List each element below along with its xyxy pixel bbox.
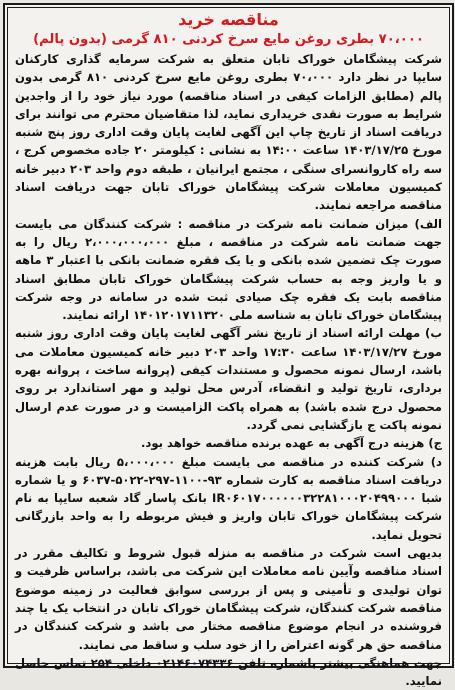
clause-dal: د) شرکت کننده در مناقصه می بایست مبلغ ۵،۰۰۰،۰۰۰ ریال بابت هزینه دریافت اسناد مناقصه به کارت شماره ۹۳-۱۱۰۰-۲۹۷-۵۰۲۲-۶۰۳۷ و یا شماره شبا IR۰۶۰۱۷۰۰۰۰۰۰۳۲۲۸۱۰۰۰۲۰۴۹۹۰۰۰ بانک پاسار گاد شعبه سایپا به نام شرکت پیشگامان خوراک تابان واریز و فیش مربوطه را به واحد بازرگانی تحویل نماید. (15, 454, 442, 542)
notice-title: مناقصه خرید (178, 10, 279, 29)
notice-body (7, 7, 450, 689)
clause-jim: ج) هزینه درج آگهی به عهده برنده مناقصه خواهد بود. (140, 436, 442, 451)
notice-frame (3, 3, 454, 689)
intro-paragraph: شرکت پیشگامان خوراک تابان متعلق به شرکت سرمایه گذاری کارکنان سایپا در نظر دارد ۷۰،۰۰۰ بطری روغن مایع سرخ کردنی ۸۱۰ گرمی بدون پالم (مطابق الزامات کیفی در اسناد مناقصه) مورد نیاز خود را از واجدین شرایط به صورت نقدی خریداری نماید، لذا متقاضیان محترم می توانند برای دریافت اسناد از تاریخ چاپ این آگهی لغایت پایان وقت اداری روز پنج شنبه مورخ ۱۴۰۳/۱۷/۲۵ ساعت ۱۴:۰۰ به نشانی : کیلومتر ۲۰ جاده مخصوص کرج ، سه راه کاروانسرای سنگی ، مجتمع ایرانیان ، طبقه دوم واحد ۲۰۳ دبیر خانه کمیسیون معاملات شرکت پیشگامان خوراک تابان جهت دریافت اسناد مناقصه مراجعه نمایند. (15, 52, 443, 213)
contact-paragraph: جهت هماهنگی بیشتر باشماره تلفن ۰۲۱۴۶۰۷۴۳۳۶ داخلی ۲۵۴ تماس حاصل نمایید. (15, 655, 442, 689)
terms-paragraph: بدیهی است شرکت در مناقصه به منزله قبول شروط و تکالیف مقرر در اسناد مناقصه وآیین نامه معاملات این شرکت می باشد، براساس ظرفیت و توان تولیدی و تأمینی و پس از بررسی سوابق فعالیت در زمینه موضوع مناقصه شرکت کنندگان، شرکت پیشگامان خوراک تابان در انتخاب یک یا چند فروشنده در انجام موضوع مناقصه مختار می باشد و شرکت کنندگان در مناقصه حق هر گونه اعتراض را از خود سلب و ساقط می نمایند. (15, 546, 442, 652)
clause-be: ب) مهلت ارائه اسناد از تاریخ نشر آگهی لغایت پایان وقت اداری روز شنبه مورخ ۱۴۰۳/۱۷/۲۷ ساعت ۱۷:۳۰ واحد ۲۰۳ دبیر خانه کمیسیون معاملات می باشد، ارسال نمونه محصول و مستندات کیفی (پروانه ساخت ، پروانه بهره برداری، تاریخ تولید و انقضاء، آدرس محل تولید و مهر استاندارد بر روی محصول درج شده باشد) به همراه پاکت الزامیست و در صورت عدم ارسال نمونه پاکت ج بازگشایی نمی گردد. (15, 326, 442, 432)
clause-alef: الف) میزان ضمانت نامه شرکت در مناقصه : شرکت کنندگان می بایست جهت ضمانت نامه شرکت در مناقصه ، مبلغ ۲،۰۰۰،۰۰۰،۰۰۰ ریال را به صورت چک تضمین شده بانکی و یا یک فقره ضمانت بانکی با اعتبار ۳ ماهه و یا واریز وجه به حساب شرکت پیشگامان خوراک تابان مطابق اسناد مناقصه بابت یک فقره چک صیادی ثبت شده در سامانه در وجه شرکت پیشگامان خوراک تابان به شناسه ملی ۱۴۰۱۲۰۱۷۱۱۳۲۰ ارائه نمایند. (15, 216, 442, 323)
notice-subtitle: ۷۰،۰۰۰ بطری روغن مایع سرخ کردنی ۸۱۰ گرمی (بدون پالم) (33, 32, 424, 47)
